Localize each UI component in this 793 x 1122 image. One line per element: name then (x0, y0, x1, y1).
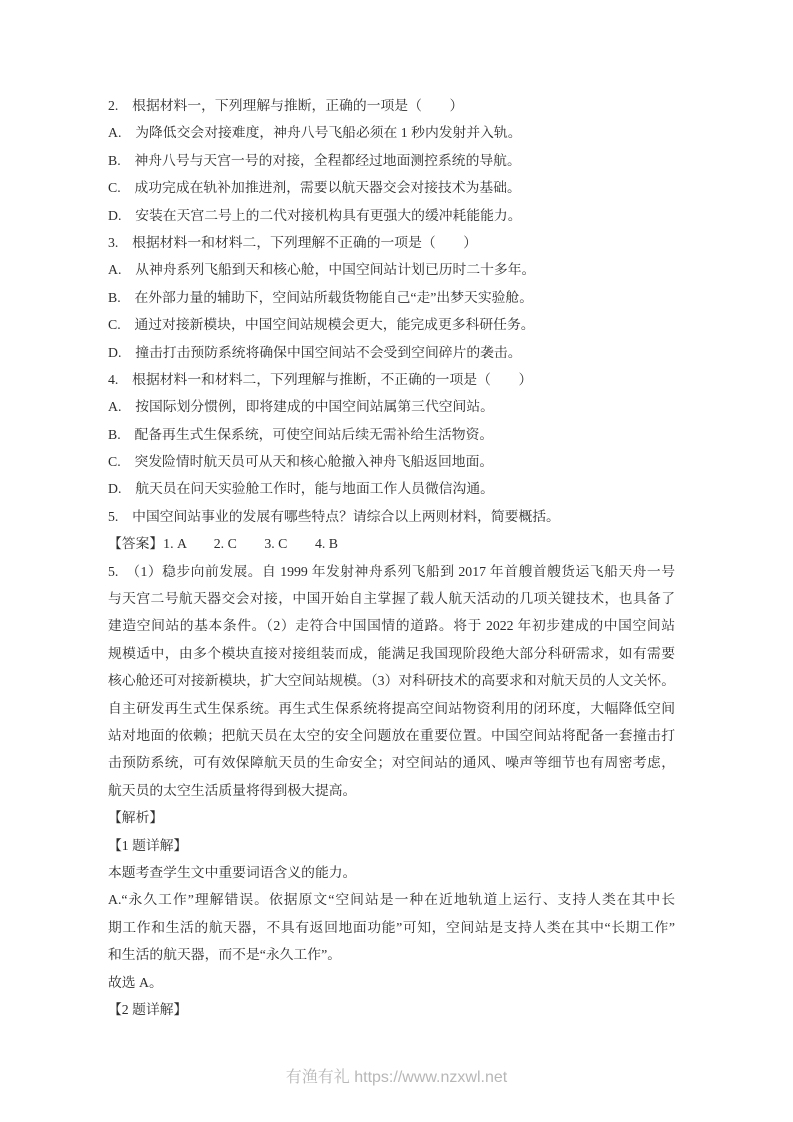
question-5: 5. 中国空间站事业的发展有哪些特点？请综合以上两则材料，简要概括。 (108, 508, 560, 524)
watermark-footer: 有渔有礼 https://www.nzxwl.net (285, 1069, 508, 1086)
answer-key-line: 【答案】1. A 2. C 3. C 4. B (108, 536, 338, 552)
document-body (108, 92, 675, 1023)
question-3-option-b: B. 在外部力量的辅助下，空间站所载货物能自己“走”出梦天实验舱。 (108, 289, 534, 305)
question-3: 3. 根据材料一和材料二，下列理解不正确的一项是（ ） (108, 234, 478, 250)
answer-5-line-7: 站对地面的依赖；把航天员在太空的安全问题放在重要位置。中国空间站将配备一套撞击打 (108, 727, 675, 743)
question-3-option-c: C. 通过对接新模块，中国空间站规模会更大，能完成更多科研任务。 (108, 317, 535, 333)
analysis-heading: 【解析】 (108, 810, 164, 826)
question-3-option-d: D. 撞击打击预防系统将确保中国空间站不会受到空间碎片的袭击。 (108, 344, 522, 360)
q1-explanation-line-1: 本题考查学生文中重要词语含义的能力。 (108, 864, 357, 880)
answer-5-line-3: 建造空间站的基本条件。（2）走符合中国国情的道路。将于 2022 年初步建成的中国空间站 (108, 618, 675, 634)
answer-5-line-2: 与天宫二号航天器交会对接，中国开始自主掌握了载人航天活动的几项关键技术，也具备了 (108, 591, 675, 607)
q1-explanation-line-4: 和生活的航天器，而不是“永久工作”。 (108, 947, 341, 963)
answer-5-line-1: 5. （1）稳步向前发展。自 1999 年发射神舟系列飞船到 2017 年首艘首艘货运飞船天舟一号 (108, 563, 675, 579)
question-2-option-a: A. 为降低交会对接难度，神舟八号飞船必须在 1 秒内发射并入轨。 (108, 125, 522, 141)
answer-5-line-6: 自主研发再生式生保系统。再生式生保系统将提高空间站物资利用的闭环度，大幅降低空间 (108, 700, 675, 716)
answer-5-line-4: 规模适中，由多个模块直接对接组装而成，能满足我国现阶段绝大部分科研需求，如有需要 (108, 645, 675, 661)
question-3-option-a: A. 从神舟系列飞船到天和核心舱，中国空间站计划已历时二十多年。 (108, 262, 536, 278)
question-2-option-c: C. 成功完成在轨补加推进剂，需要以航天器交会对接技术为基础。 (108, 180, 521, 196)
question-4-option-d: D. 航天员在问天实验舱工作时，能与地面工作人员微信沟通。 (108, 481, 494, 497)
question-4-option-c: C. 突发险情时航天员可从天和核心舱撤入神舟飞船返回地面。 (108, 454, 494, 470)
question-2: 2. 根据材料一，下列理解与推断，正确的一项是（ ） (108, 98, 464, 113)
q1-explanation-line-3: 期工作和生活的航天器，不具有返回地面功能”可知，空间站是支持人类在其中“长期工作” (108, 919, 675, 935)
question-2-option-b: B. 神舟八号与天宫一号的对接，全程都经过地面测控系统的导航。 (108, 152, 521, 168)
answer-5-line-9: 航天员的太空生活质量将得到极大提高。 (108, 782, 357, 798)
q1-conclusion: 故选 A。 (108, 974, 163, 990)
q1-explanation-heading: 【1 题详解】 (108, 837, 188, 853)
question-2-option-d: D. 安装在天宫二号上的二代对接机构具有更强大的缓冲耗能能力。 (108, 207, 522, 223)
q2-explanation-heading: 【2 题详解】 (108, 1001, 188, 1017)
q1-explanation-line-2: A.“永久工作”理解错误。依据原文“空间站是一种在近地轨道上运行、支持人类在其中长 (108, 892, 675, 908)
answer-5-line-5: 核心舱还可对接新模块，扩大空间站规模。（3）对科研技术的高要求和对航天员的人文关怀。 (108, 673, 675, 689)
question-4: 4. 根据材料一和材料二，下列理解与推断，不正确的一项是（ ） (108, 371, 533, 387)
question-4-option-b: B. 配备再生式生保系统，可使空间站后续无需补给生活物资。 (108, 426, 494, 442)
answer-5-line-8: 击预防系统，可有效保障航天员的生命安全；对空间站的通风、噪声等细节也有周密考虑， (108, 755, 675, 771)
question-4-option-a: A. 按国际划分惯例，即将建成的中国空间站属第三代空间站。 (108, 399, 494, 415)
